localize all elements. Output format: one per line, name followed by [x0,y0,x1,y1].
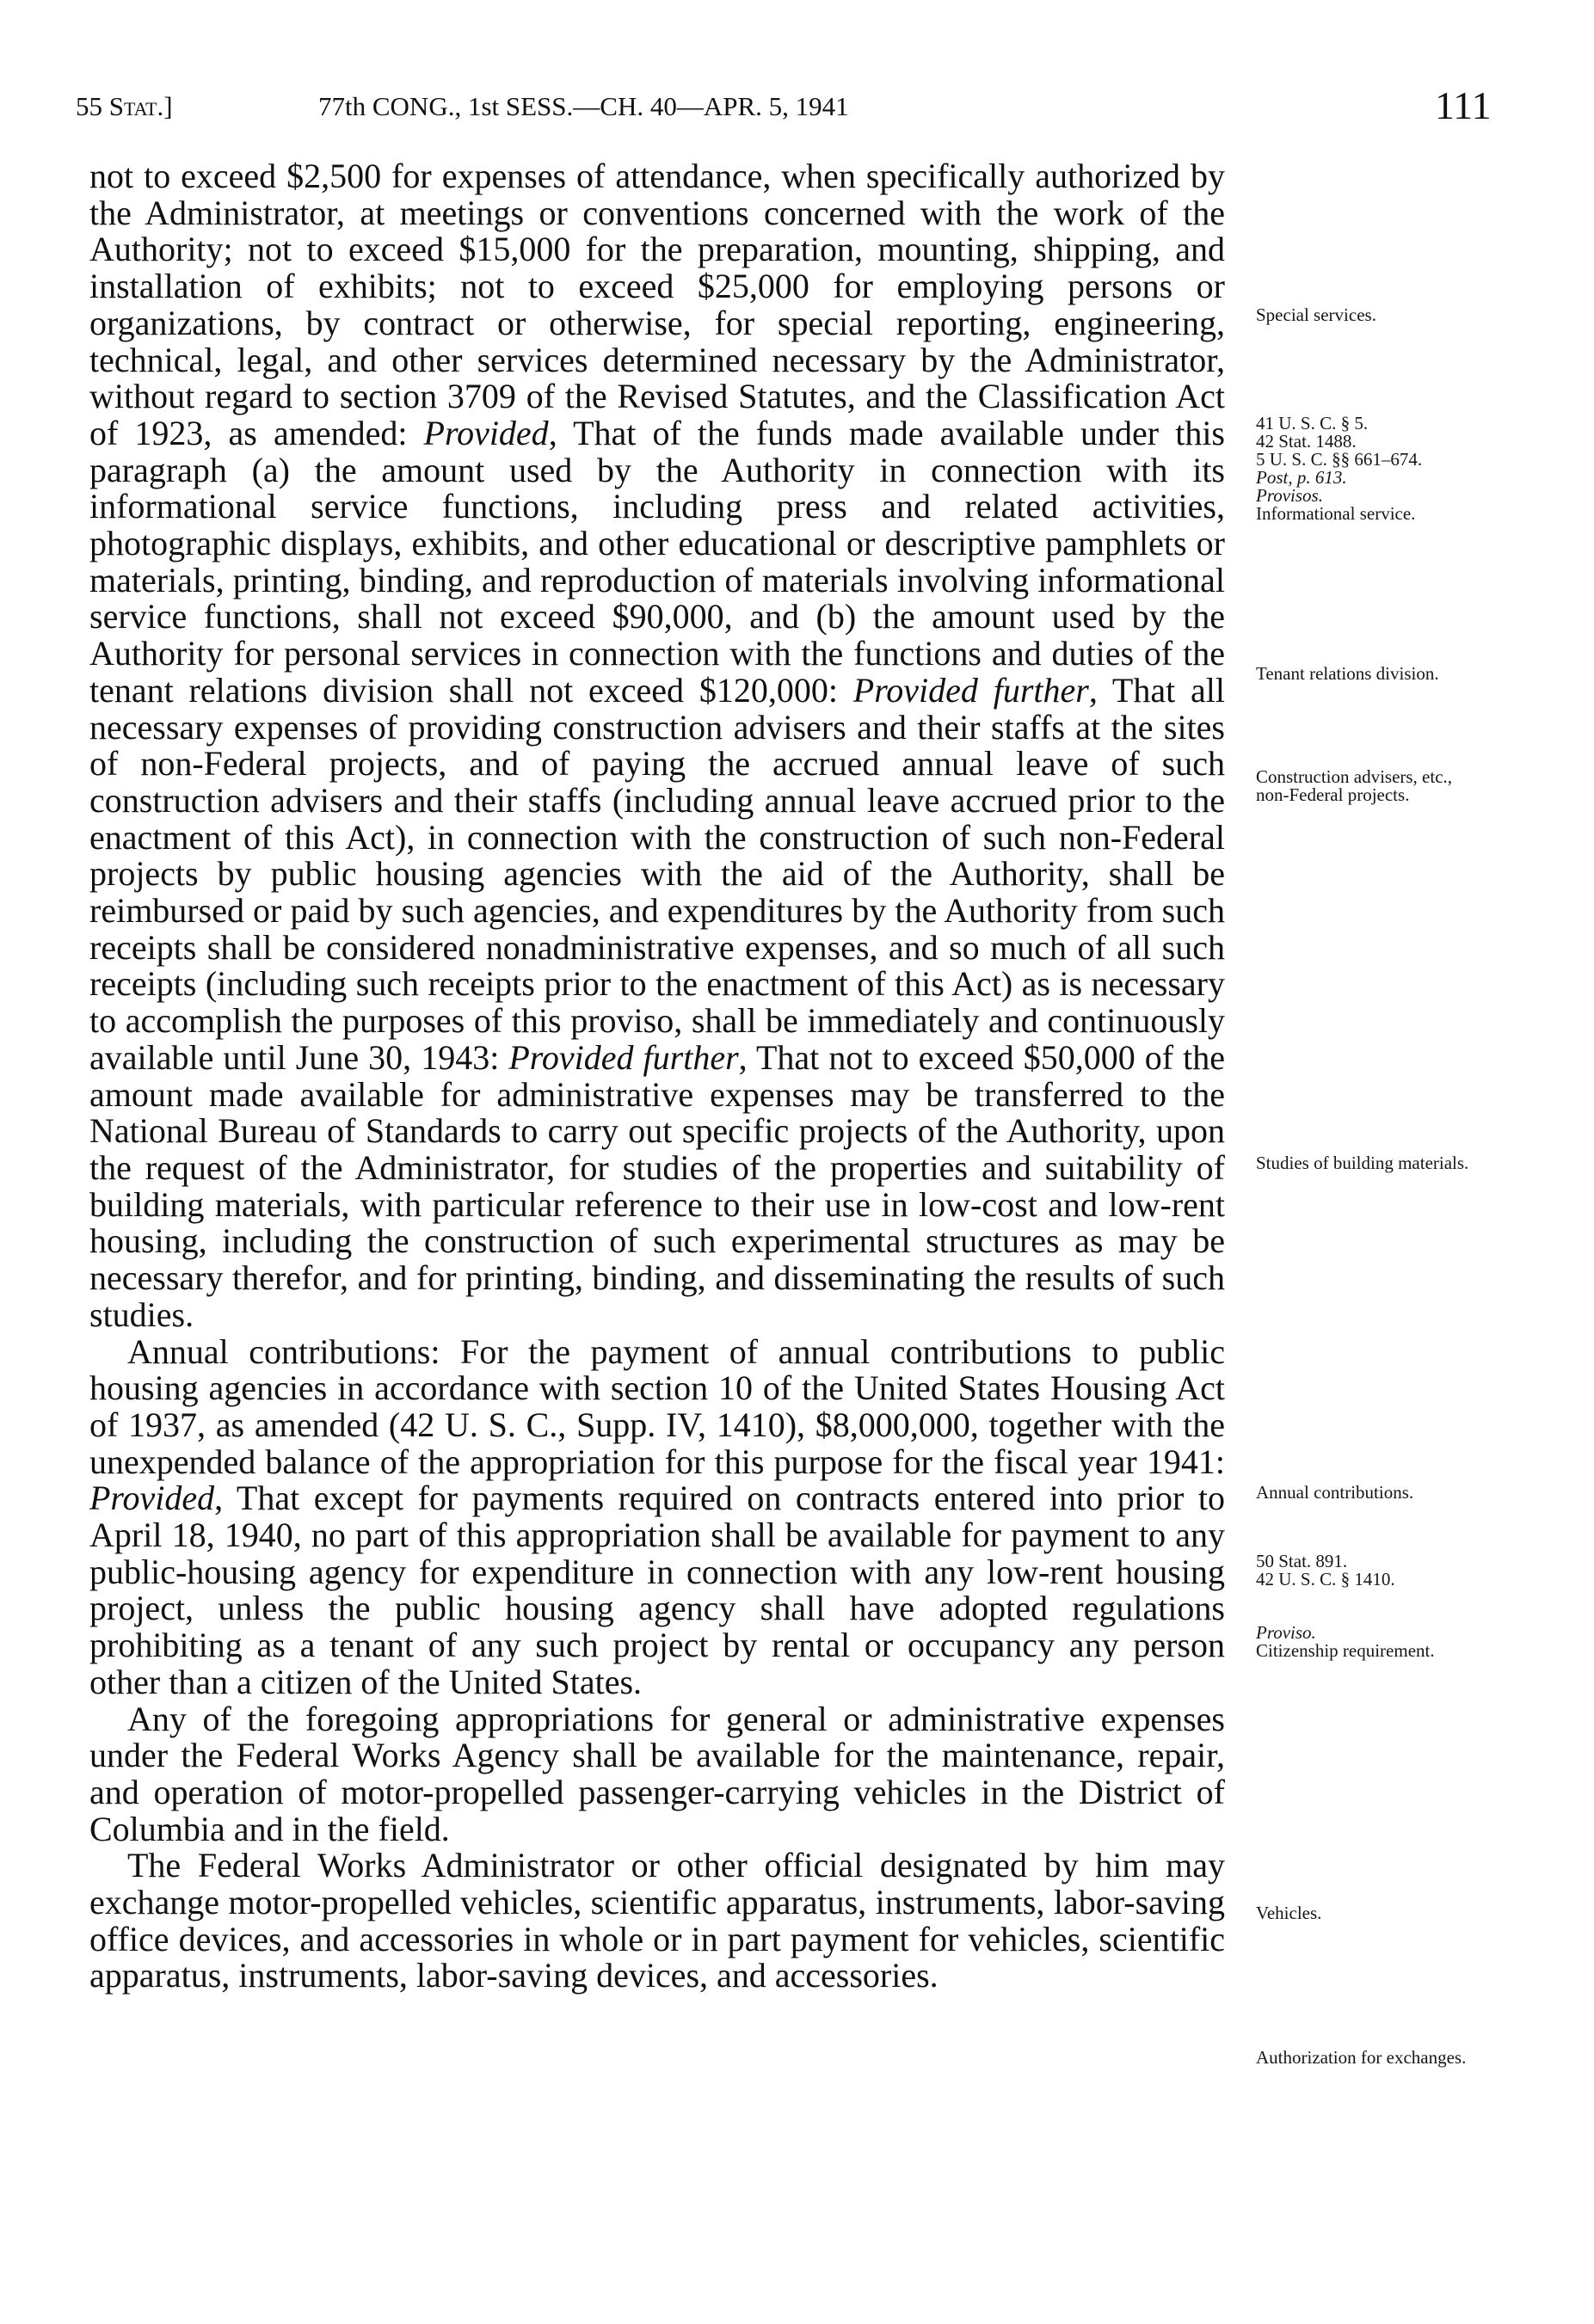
text-run: , That all necessary expenses of providing construction advisers and their staffs at the sites of non-Federal projects, and of paying the accrued annual leave of such construction advisers and their staffs (including annual leave accrued prior to the enactment of this Act), in connection with the construction of such non-Federal projects by public housing agencies with the aid of the Authority, shall be reimbursed or paid by such agencies, and expenditures by the Authority from such receipts shall be considered nonadministrative expenses, and so much of all such receipts (including such receipts prior to the enactment of this Act) as is necessary to accomplish the purposes of this proviso, shall be immediately and continuously available until June 30, 1943: [89,670,1226,1077]
citation: 50 Stat. 891. [1256,1551,1348,1571]
proviso-italic: Proviso. [1256,1622,1316,1643]
provisos-italic: Provisos. [1256,485,1323,506]
margin-note-exchanges: Authorization for exchanges. [1256,2047,1467,2068]
margin-note-citizenship [1256,1624,1480,1660]
italic-run: Provided [89,1479,215,1518]
header-statute-volume: 55 Stat.] [76,91,173,121]
citation-italic: Post, p. 613. [1256,467,1347,488]
text-run: not to exceed $2,500 for expenses of attendance, when specifically authorized by the Administrator, at meetings or conventions concerned with the work of the Authority; not to exceed $15,000 for the preparation, mounting, shipping, and installation of exhibits; not to exceed $25,000 for employing persons or organizations, by contract or otherwise, for special reporting, engineering, technical, legal, and other services determined necessary by the Administrator, without regard to section 3709 of the Revised Statutes, and the Classification Act of 1923, as amended: [89,157,1225,452]
citation [1256,469,1523,487]
margin-note-vehicles: Vehicles. [1256,1903,1322,1923]
citation: 42 Stat. 1488. [1256,431,1357,452]
header-session-chapter: 77th CONG., 1st SESS.—CH. 40—APR. 5, 1941 [318,91,849,121]
margin-note-citations-2 [1256,1552,1523,1589]
italic-run: Provided [423,413,549,452]
text-run: Annual contributions: For the payment of annual contributions to public housing agencies in accordance with section 10 of the United States Housing Act of 1937, as amended (42 U. S. C., Supp. IV, 1410), $8,000,000, together with the unexpended balance of the appropriation for this purpose for the fiscal year 1941: [89,1331,1225,1481]
margin-note-studies: Studies of building materials. [1256,1153,1469,1173]
proviso-label [1256,1624,1480,1642]
paragraph-annual-contributions [89,1331,1225,1701]
citizenship-label: Citizenship requirement. [1256,1640,1435,1661]
paragraph-vehicles: Any of the foregoing appropriations for general or administrative expenses under the Federal Works Agency shall be available for the maintenance, repair, and operation of motor-propelled passenger-carrying vehicles in the District of Columbia and in the field. [89,1699,1225,1848]
text-run: , That not to exceed $50,000 of the amount made available for administrative expenses may be transferred to the National Bureau of Standards to carry out specific projects of the Authority, upon the request of the Administrator, for studies of the properties and suitability of building materials, with particular reference to their use in low-cost and low-rent housing, including the construction of such experimental structures as may be necessary therefor, and for printing, binding, and disseminating the results of such studies. [89,1037,1225,1334]
citation: 41 U. S. C. § 5. [1256,413,1369,433]
page-number: 111 [1435,83,1492,127]
text-run: , That of the funds made available under this paragraph (a) the amount used by the Authority in connection with its informational service functions, including press and related activities, photographic displays, exhibits, and other educational or descriptive pamphlets or materials, printing, binding, and reproduction of materials involving informational service functions, shall not exceed $90,000, and (b) the amount used by the Authority for personal services in connection with the functions and duties of the tenant relations division shall not exceed $120,000: [89,413,1225,710]
provisos-label [1256,487,1523,505]
margin-note-construction-advisers: Construction advisers, etc., non-Federal projects. [1256,766,1453,805]
paragraph-exchanges: The Federal Works Administrator or other official designated by him may exchange motor-propelled vehicles, scientific apparatus, instruments, labor-saving office devices, and accessories in whole or in part payment for vehicles, scientific apparatus, instruments, labor-saving devices, and accessories. [89,1846,1225,1995]
paragraph-administrative-expenses [89,158,1225,1334]
margin-note-citations [1256,415,1523,523]
margin-note-tenant-relations: Tenant relations division. [1256,663,1439,684]
citation: 42 U. S. C. § 1410. [1256,1569,1395,1589]
margin-note-special-services: Special services. [1256,304,1376,325]
text-run: , That except for payments required on contracts entered into prior to April 18, 1940, no part of this appropriation shall be available for payment to any public-housing agency for expenditure in connection with any low-rent housing project, unless the public housing agency shall have adopted regulations prohibiting as a tenant of any such project by rental or occupancy any person other than a citizen of the United States. [89,1479,1225,1701]
margin-note-informational-service: Informational service. [1256,503,1416,524]
main-text-column [89,158,1225,1995]
italic-run: Provided further [508,1037,739,1077]
italic-run: Provided further [852,670,1089,710]
citation: 5 U. S. C. §§ 661–674. [1256,449,1423,470]
margin-note-annual-contributions: Annual contributions. [1256,1482,1414,1503]
